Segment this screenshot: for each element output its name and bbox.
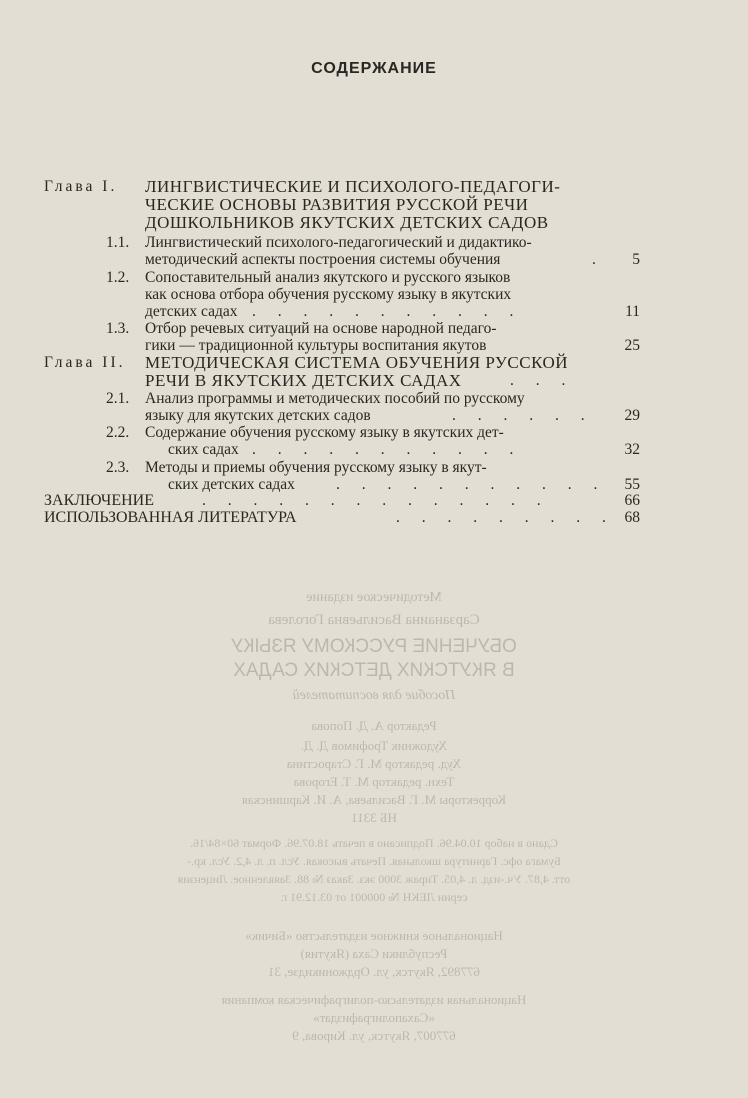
imprint-line: Методическое издание <box>306 590 442 605</box>
imprint-line: Сарзанаина Васильевна Гоголева <box>268 612 480 628</box>
section-number: 1.3. <box>106 320 130 337</box>
imprint-line: Техн. редактор М. Т. Егорова <box>293 774 455 789</box>
leader-dots: . . . . . . . . . . . <box>336 476 607 493</box>
imprint-line: ОБУЧЕНИЕ РУССКОМУ ЯЗЫКУ <box>231 636 517 657</box>
imprint-line: Пособие для воспитателей <box>292 688 456 703</box>
imprint-line: Худ. редактор М. Г. Старостина <box>286 756 462 771</box>
section-title-line: ских садах <box>168 441 239 458</box>
section-title-line: Анализ программы и методических пособий по русскому <box>145 390 525 407</box>
imprint-line: 677892, Якутск, ул. Орджоникидзе, 31 <box>268 964 480 979</box>
imprint-line: Республики Саха (Якутия) <box>300 946 448 961</box>
page-number: 29 <box>624 407 640 424</box>
section-title-line: детских садах <box>145 303 238 320</box>
imprint-line: «Сахаполиграфиздат» <box>313 1010 435 1025</box>
section-number: 1.2. <box>106 269 130 286</box>
chapter-1-title-line: ДОШКОЛЬНИКОВ ЯКУТСКИХ ДЕТСКИХ САДОВ <box>145 213 549 232</box>
leader-dots: . . . . . . . . . . . <box>252 441 523 458</box>
chapter-2-label: Глава II. <box>44 354 126 371</box>
page-number: 11 <box>625 303 640 320</box>
page-number: 25 <box>624 337 640 354</box>
page-number: 32 <box>624 441 640 458</box>
chapter-1-label: Глава I. <box>44 178 118 195</box>
leader-dots: . . . <box>510 372 575 389</box>
section-title-line: Лингвистический психолого-педагогический и дидактико- <box>145 234 532 251</box>
imprint-line: Бумага офс. Гарнитура школьная. Печать высокая. Усл. п. л. 4,2. Усл. кр.- <box>187 854 561 868</box>
imprint-line: серии ЛЕКН № 000001 от 03.12.91 г. <box>280 890 468 904</box>
page-title: СОДЕРЖАНИЕ <box>311 60 437 77</box>
imprint-line: Национальная издательско-полиграфическая компания <box>221 992 527 1007</box>
imprint-line: Корректоры М. Г. Васильева, А. И. Каршинская <box>241 792 507 807</box>
section-number: 2.2. <box>106 424 130 441</box>
page-number: 66 <box>624 492 640 509</box>
section-title-line: языку для якутских детских садов <box>145 407 371 424</box>
section-title-line: Отбор речевых ситуаций на основе народной педаго- <box>145 320 497 337</box>
section-title-line: гики — традиционной культуры воспитания якутов <box>145 337 487 354</box>
page-number: 5 <box>632 251 640 268</box>
section-number: 2.3. <box>106 459 130 476</box>
imprint-line: В ЯКУТСКИХ ДЕТСКИХ САДАХ <box>233 660 515 681</box>
section-title-line: Содержание обучения русскому языку в якутских дет- <box>145 424 504 441</box>
imprint-line: Художник Трофимов Д. Д. <box>300 738 448 753</box>
section-number: 2.1. <box>106 390 130 407</box>
imprint-line: НБ 3311 <box>351 810 397 825</box>
imprint-line: 677007, Якутск, ул. Кирова, 9 <box>292 1028 456 1043</box>
chapter-2-title-line: МЕТОДИЧЕСКАЯ СИСТЕМА ОБУЧЕНИЯ РУССКОЙ <box>145 353 569 372</box>
section-title-line: Методы и приемы обучения русскому языку в якут- <box>145 459 487 476</box>
literature-title: ИСПОЛЬЗОВАННАЯ ЛИТЕРАТУРА <box>44 509 297 526</box>
chapter-1-title-line: ЛИНГВИСТИЧЕСКИЕ И ПСИХОЛОГО-ПЕДАГОГИ- <box>145 177 561 196</box>
conclusion-title: ЗАКЛЮЧЕНИЕ <box>44 492 154 509</box>
imprint-line: Национальное книжное издательство «Бичик» <box>245 928 503 943</box>
chapter-2-title-line: РЕЧИ В ЯКУТСКИХ ДЕТСКИХ САДАХ <box>145 371 462 390</box>
leader-dots: . . . . . . <box>452 407 594 424</box>
section-title-line: как основа отбора обучения русскому языку в якутских <box>145 286 512 303</box>
imprint-line: отт. 4,87. Уч.-изд. л. 4,05. Тираж 3000 экз. Заказ № 88. Заявленное. Лицензия <box>177 872 571 886</box>
chapter-1-title-line: ЧЕСКИЕ ОСНОВЫ РАЗВИТИЯ РУССКОЙ РЕЧИ <box>145 195 529 214</box>
leader-dots: . <box>592 251 605 268</box>
section-title-line: методический аспекты построения системы обучения <box>145 251 501 268</box>
leader-dots: . . . . . . . . . . . . . . <box>202 492 550 509</box>
leader-dots: . . . . . . . . . <box>396 509 615 526</box>
leader-dots: . . . . . . . . . . . <box>252 303 523 320</box>
imprint-line: Сдано в набор 10.04.96. Подписано в печать 18.07.96. Формат 60×84/16. <box>190 836 558 850</box>
imprint-line: Редактор А. Д. Попова <box>311 718 437 733</box>
page-number: 68 <box>624 509 640 526</box>
section-title-line: Сопоставительный анализ якутского и русского языков <box>145 269 511 286</box>
section-title-line: ских детских садах <box>168 476 295 493</box>
page-number: 55 <box>624 476 640 493</box>
section-number: 1.1. <box>106 234 130 251</box>
